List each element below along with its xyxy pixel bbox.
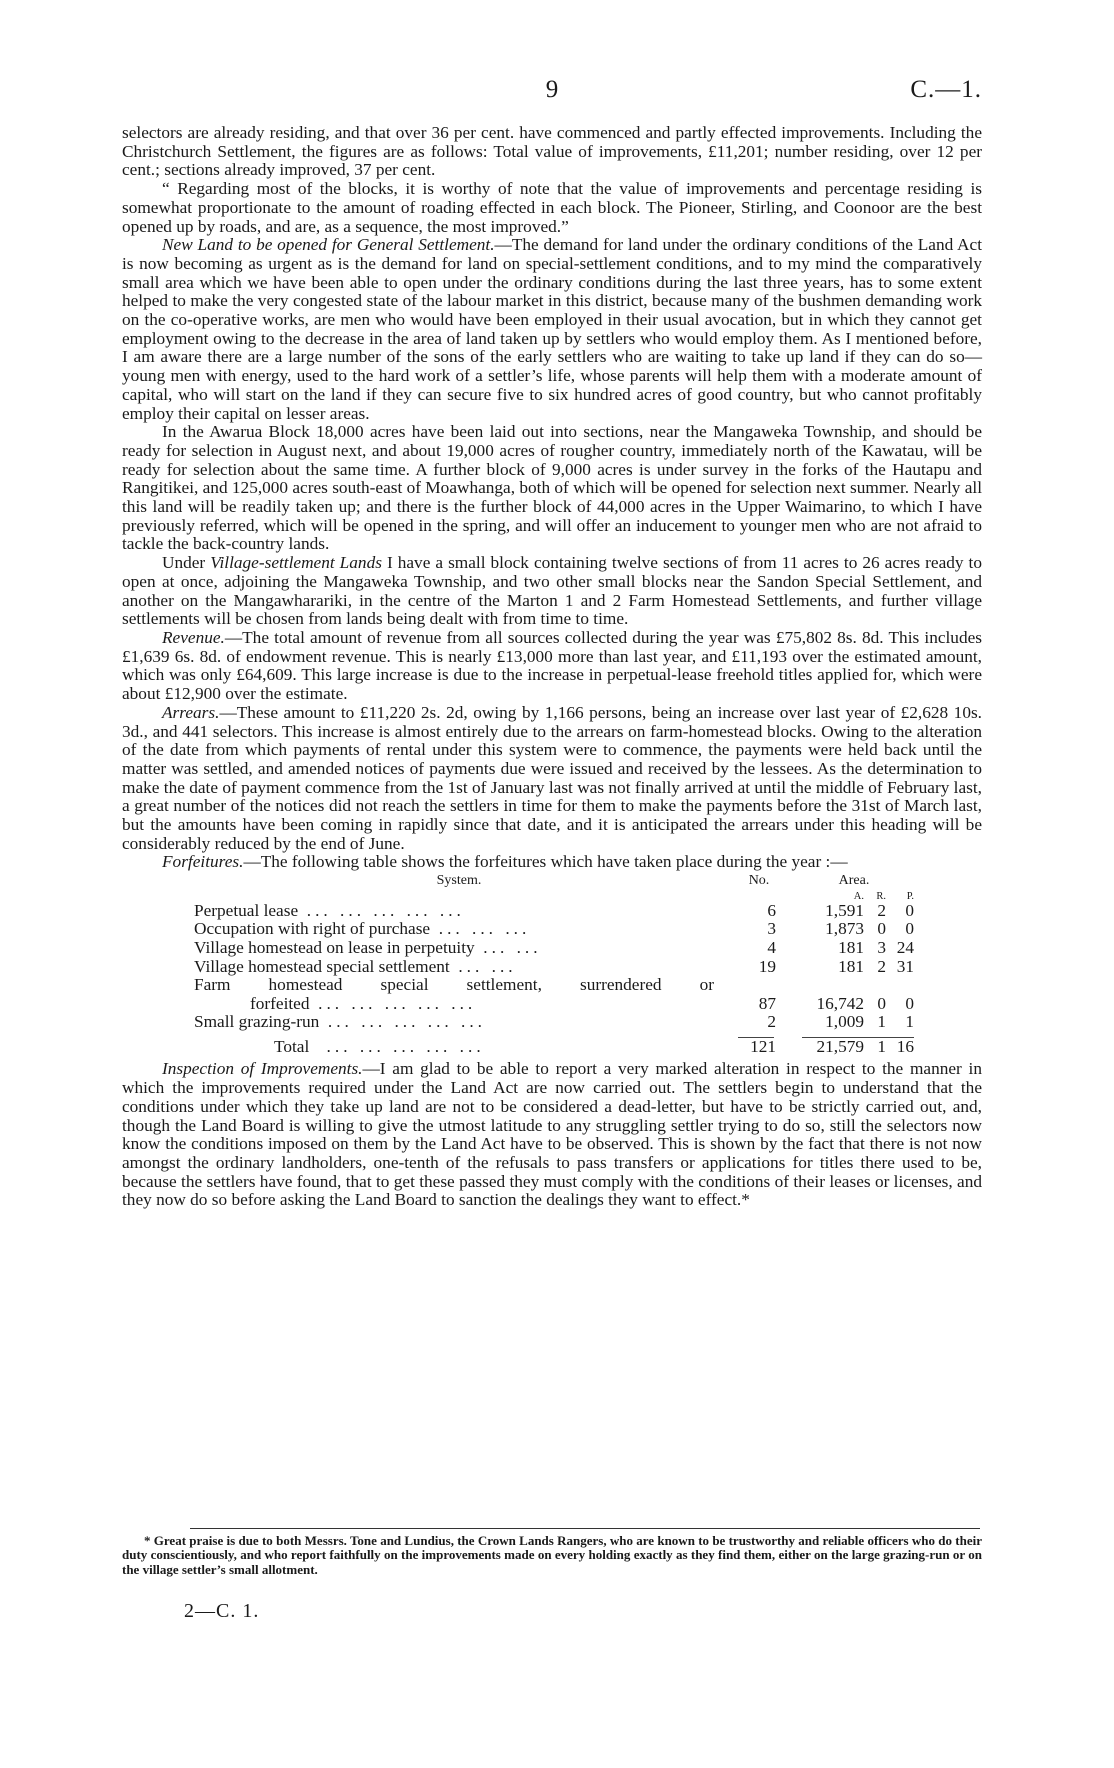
page-signature: 2—C. 1. (184, 1600, 260, 1622)
heading-new-land: New Land to be opened for General Settlement. (162, 235, 495, 255)
paragraph-village-settlement (122, 554, 982, 629)
table-row: Village homestead special settlement ... ... 19 181 2 31 (194, 956, 914, 976)
row-system: Small grazing-run ... ... ... ... ... (194, 1012, 486, 1032)
header-acres: A. (853, 890, 864, 902)
row-no: 87 (758, 993, 776, 1013)
header-system: System. (436, 873, 482, 889)
table-header-row (194, 872, 914, 891)
paragraph-inspection (122, 1060, 982, 1210)
heading-village-settlement: Village-settlement Lands (210, 553, 382, 573)
text-forfeitures: —The following table shows the forfeitures which have taken place during the year :— (243, 852, 848, 872)
page-header (122, 76, 982, 110)
body-text (122, 124, 982, 1210)
header-perches: P. (906, 890, 914, 902)
row-system: Occupation with right of purchase ... ... ... (194, 919, 531, 939)
table-row: Perpetual lease ... ... ... ... ... 6 1,591 2 0 (194, 900, 914, 920)
total-no: 121 (750, 1036, 776, 1056)
table-row: Occupation with right of purchase ... ... ... 3 1,873 0 0 (194, 919, 914, 939)
footnote: * Great praise is due to both Messrs. Tone and Lundius, the Crown Lands Rangers, who are known to be trustworthy and reliable officers who do their duty conscientiously, and who report faithfully on the improvements made on every holding exactly as they find them, either on the large grazing-run or on the village settler’s small allotment. (122, 1533, 982, 1577)
text-village-pre: Under (162, 553, 211, 573)
table-row: Small grazing-run ... ... ... ... ... 2 1,009 1 1 (194, 1012, 914, 1032)
row-system: Perpetual lease ... ... ... ... ... (194, 900, 465, 920)
row-no: 4 (767, 937, 776, 957)
paragraph-selectors: selectors are already residing, and that over 36 per cent. have commenced and partly effected improvements. Including the Christchurch Settlement, the figures are as follows: Total value of improvements, £11,201; number residing, over 12 per cent.; sections already improved, 37 per cent. (122, 123, 982, 180)
paragraph-blocks-quote: “ Regarding most of the blocks, it is worthy of note that the value of improvements and percentage residing is somewhat proportionate to the amount of roading effected in each block. The Pioneer, Stirling, and Coonoor are the best opened up by roads, and are, as a sequence, the most improved.” (122, 179, 982, 236)
table-total-row: Total ... ... ... ... ... 121 21,579 1 16 (194, 1038, 914, 1057)
forfeitures-table (194, 872, 914, 1056)
table-row: Farm homestead special settlement, surrendered or forfeited ... ... ... ... ... 87 16,742 0 0 (194, 975, 914, 1013)
text-inspection: —I am glad to be able to report a very marked alteration in respect to the manner in which the improvements required under the Land Act are now carried out. The settlers begin to understand that the conditions under which they take up land are not to be considered a dead-letter, but have to be strictly carried out, and, though the Land Board is willing to give the utmost latitude to any struggling settler trying to do so, still the selectors now know the conditions imposed on them by the Land Act have to be observed. This is shown by the fact that there is not now amongst the ordinary landholders, one-tenth of the refusals to pass transfers or applications for titles there used to be, because the settlers have found, that to get these passed they must comply with the conditions of their leases or licenses, and they now do so before asking the Land Board to sanction the dealings they want to effect.* (122, 1059, 982, 1210)
text-revenue: —The total amount of revenue from all sources collected during the year was £75,802 8s. 8d. This includes £1,639 6s. 8d. of endowment revenue. This is nearly £13,000 more than last year, and £11,193 over the estimated amount, which was only £64,609. This large increase is due to the increase in perpetual-lease freehold titles applied for, which were about £12,900 over the estimate. (122, 627, 982, 704)
header-roods: R. (876, 890, 886, 902)
page-number: 9 (545, 76, 559, 103)
row-system: Farm homestead special settlement, surrendered or forfeited ... ... ... ... ... (194, 975, 714, 1013)
paragraph-arrears (122, 704, 982, 854)
row-no: 19 (758, 956, 776, 976)
paragraph-new-land (122, 236, 982, 423)
paragraph-revenue (122, 629, 982, 704)
paragraph-awarua: In the Awarua Block 18,000 acres have been laid out into sections, near the Mangaweka Township, and should be ready for selection in August next, and about 19,000 acres of rougher country, immediately north of the Kawatau, will be ready for selection about the same time. A further block of 9,000 acres is under survey in the forks of the Hautapu and Rangitikei, and 125,000 acres south-east of Moawhanga, both of which will be opened for selection next summer. Nearly all this land will be readily taken up; and there is the further block of 44,000 acres in the Upper Waimarino, to which I have previously referred, which will be opened in the spring, and will offer an inducement to younger men who are not afraid to tackle the back-country lands. (122, 422, 982, 554)
row-system: Village homestead special settlement ... ... (194, 956, 517, 976)
row-no: 3 (767, 919, 776, 939)
table-row: Village homestead on lease in perpetuity ... ... 4 181 3 24 (194, 937, 914, 957)
row-system: Village homestead on lease in perpetuity ... ... (194, 937, 542, 957)
text-arrears: —These amount to £11,220 2s. 2d, owing by 1,166 persons, being an increase over last year of £2,628 10s. 3d., and 441 selectors. This increase is almost entirely due to the arrears on farm-homestead blocks. Owing to the alteration of the date from which payments of rental under this system were to commence, the payments were held back until the matter was settled, and amended notices of payments due were issued and received by the lessees. As the determination to make the date of payment commence from the 1st of January last was not finally arrived at until the middle of February last, a great number of the notices did not reach the settlers in time for them to make the payments before the 31st of March last, but the amounts have been coming in rapidly since that date, and it is anticipated the arrears under this heading will be considerably reduced by the end of June. (122, 702, 982, 853)
total-label: Total ... ... ... ... ... (274, 1036, 485, 1056)
header-no: No. (748, 873, 770, 889)
heading-inspection: Inspection of Improvements. (162, 1059, 363, 1079)
paragraph-forfeitures (122, 853, 982, 872)
document-code: C.—1. (910, 76, 982, 103)
heading-arrears: Arrears. (162, 702, 220, 722)
heading-forfeitures: Forfeitures. (162, 852, 244, 872)
footnote-divider (190, 1528, 980, 1529)
row-no: 2 (767, 1012, 776, 1032)
text-village-settlement: I have a small block containing twelve sections of from 11 acres to 26 acres ready to open at once, adjoining the Mangaweka Township, and two other small blocks near the Sandon Special Settlement, and another on the Mangawharariki, in the centre of the Marton 1 and 2 Farm Homestead Settlements, and further village settlements will be chosen from lands being dealt with from time to time. (122, 553, 982, 629)
text-new-land: —The demand for land under the ordinary conditions of the Land Act is now becoming as urgent as is the demand for land on special-settlement conditions, and to my mind the comparatively small area which we have been able to open under the ordinary conditions during the last three years, has to some extent helped to make the very congested state of the labour market in this district, because many of the bushmen demanding work on the co-operative works, are men who would have been employed in their usual avocation, but in which they cannot get employment owing to the decrease in the area of land taken up by settlers who would employ them. As I mentioned before, I am aware there are a large number of the sons of the early settlers who are waiting to take up land if they can do so—young men with energy, used to the hard work of a settler’s life, whose parents will help them with a moderate amount of capital, who will start on the land if they can secure five to six hundred acres of good country, but who cannot profitably employ their capital on lesser areas. (122, 235, 983, 423)
row-no: 6 (767, 900, 776, 920)
header-area: Area. (838, 873, 870, 889)
heading-revenue: Revenue. (162, 627, 225, 647)
